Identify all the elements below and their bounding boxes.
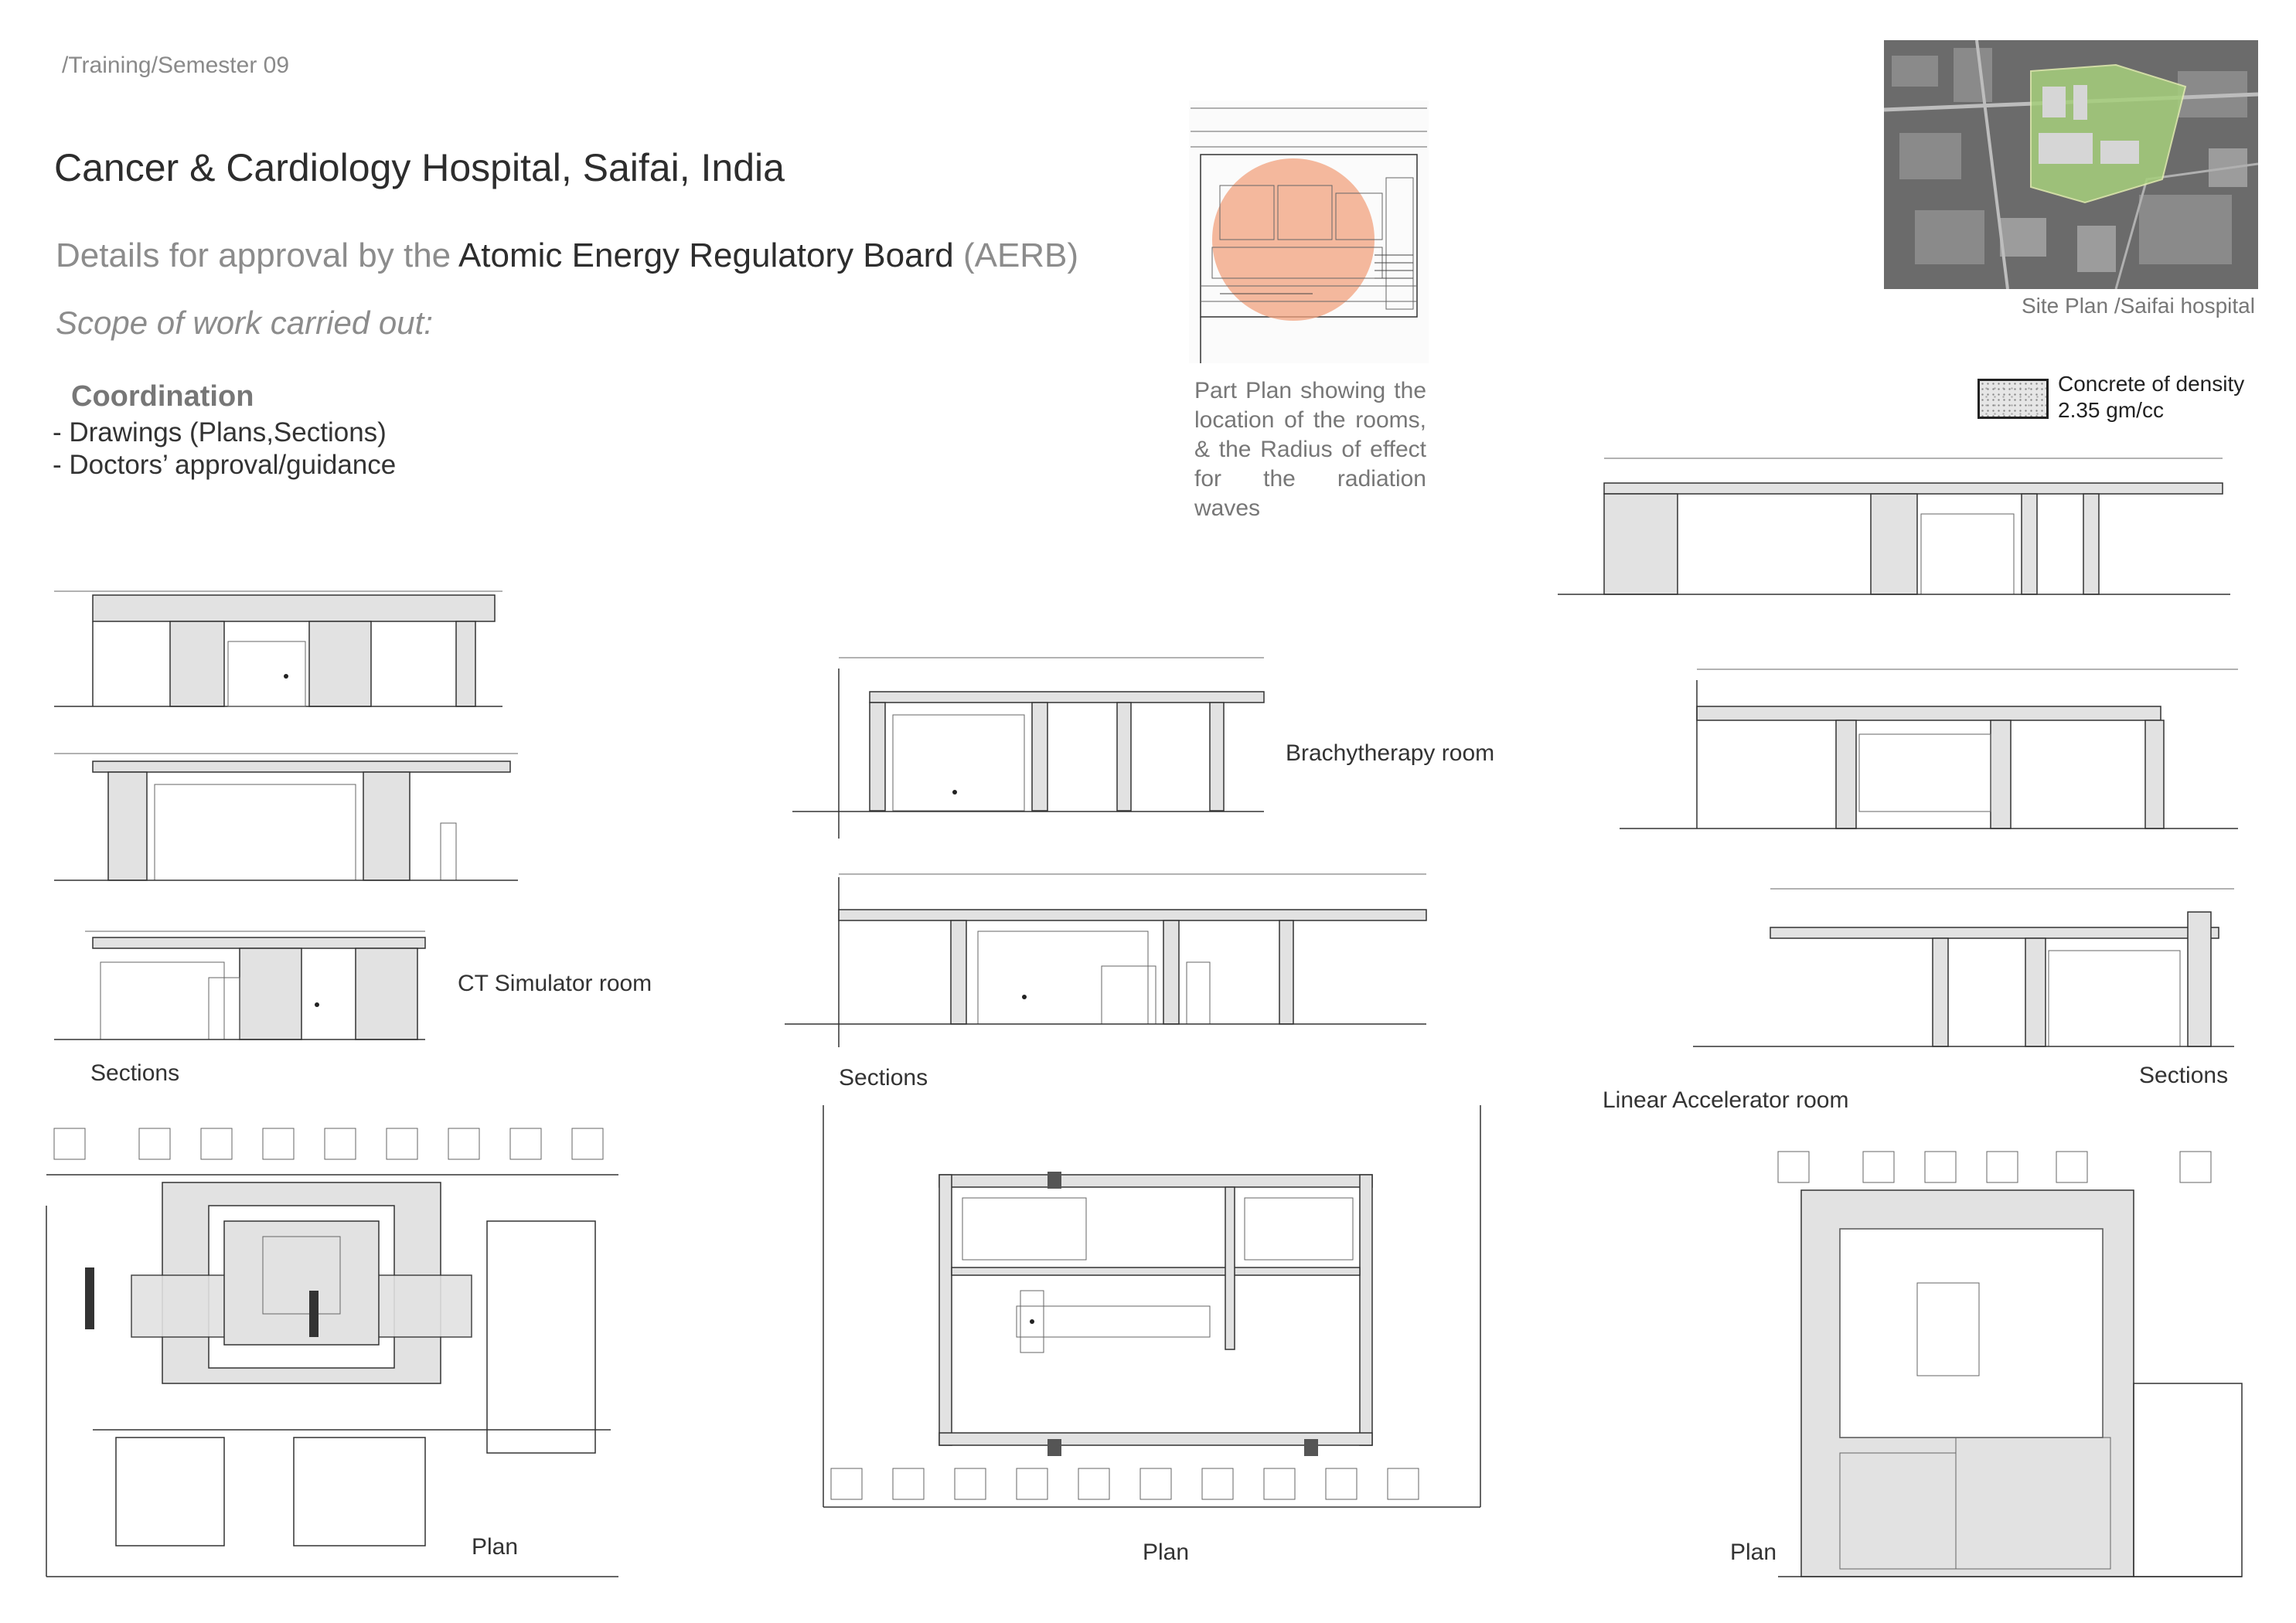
brachy-section-1	[769, 653, 1264, 839]
ct-section-2	[54, 746, 518, 885]
subtitle-highlight: Atomic Energy Regulatory Board	[458, 236, 954, 274]
linear-accelerator-plan-left	[46, 1128, 642, 1592]
ct-simulator-caption: CT Simulator room	[458, 971, 652, 996]
subtitle-prefix: Details for approval by the	[56, 236, 451, 274]
brachy-section-2	[769, 869, 1426, 1047]
breadcrumb: /Training/Semester 09	[62, 53, 290, 78]
brachytherapy-plan	[1778, 1128, 2242, 1584]
linac-section-1	[1558, 452, 2238, 611]
sections-caption-left: Sections	[90, 1060, 180, 1086]
ct-section-1	[54, 572, 502, 711]
sections-caption-right: Sections	[2139, 1063, 2229, 1088]
sections-caption-mid: Sections	[839, 1065, 928, 1091]
coordination-item: - Drawings (Plans,Sections)	[53, 417, 387, 447]
site-plan-map	[1884, 40, 2258, 289]
plan-caption-right: Plan	[1730, 1540, 1777, 1565]
plan-caption-mid: Plan	[1143, 1540, 1190, 1565]
site-plan-caption: Site Plan /Saifai hospital	[2022, 294, 2255, 318]
coordination-item: - Doctors’ approval/guidance	[53, 450, 397, 480]
plan-caption-left: Plan	[472, 1534, 519, 1560]
linac-section-3	[1693, 881, 2234, 1051]
page-subtitle	[56, 236, 1078, 275]
brachytherapy-caption: Brachytherapy room	[1286, 740, 1495, 766]
part-plan-caption: Part Plan showing the location of the rooms, & the Radius of effect for the radiation waves	[1194, 378, 1426, 521]
page-title: Cancer & Cardiology Hospital, Saifai, India	[54, 146, 785, 189]
coordination-heading: Coordination	[71, 380, 254, 413]
site-plan-image	[1884, 40, 2258, 289]
linac-section-2	[1620, 657, 2238, 850]
part-plan-drawing	[1189, 100, 1429, 363]
linear-accelerator-caption: Linear Accelerator room	[1603, 1087, 1849, 1113]
subtitle-suffix: (AERB)	[962, 236, 1079, 274]
ct-section-3	[54, 924, 425, 1047]
ct-simulator-plan	[823, 1105, 1488, 1538]
concrete-legend-label: Concrete of density 2.35 gm/cc	[2058, 372, 2245, 422]
concrete-legend-swatch	[1977, 379, 2049, 419]
scope-heading: Scope of work carried out:	[56, 305, 433, 341]
